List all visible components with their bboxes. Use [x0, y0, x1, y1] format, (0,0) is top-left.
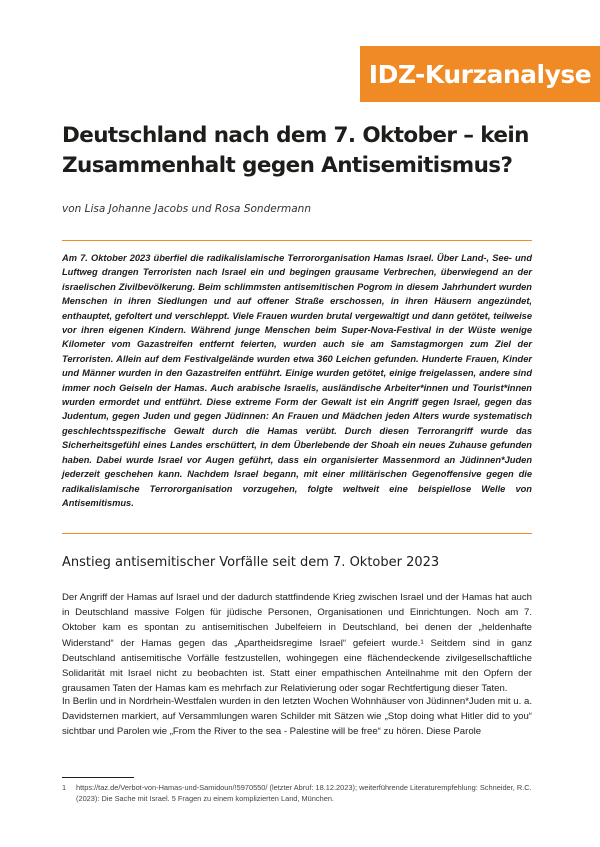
- body-paragraph: In Berlin und in Nordrhein-Westfalen wurden in den letzten Wochen Wohnhäuser von Jüdinnen*Juden mit u. a. Davidsternen markiert, auf Versammlungen waren Schilder mit Sätzen wie „Stop doing what Hitler did to you“ sichtbar und Parolen wie „From the River to the sea - Palestine will be free“ zu hören. Diese Parole: [62, 696, 532, 738]
- article-title: Deutschland nach dem 7. Oktober – kein Zusammenhalt gegen Antisemitismus?: [62, 123, 529, 178]
- section-heading: Anstieg antisemitischer Vorfälle seit dem 7. Oktober 2023: [62, 555, 440, 570]
- article-abstract: Am 7. Oktober 2023 überfiel die radikalislamische Terrororganisation Hamas Israel. Über Land-, See- und Luftweg drangen Terroristen nach Israel ein und begingen grausame Verbrechen, überwiegend an der israelischen Zivilbevölkerung. Beim schlimmsten antisemitischen Pogrom in diesem Jahrhundert wurden Menschen in ihren Siedlungen und auf offener Straße erschossen, in ihren Häusern angezündet, enthauptet, gefoltert und verschleppt. Viele Frauen wurden brutal vergewaltigt und dann getötet, teilweise vor ihren eigenen Kindern. Während junge Menschen beim Super-Nova-Festival in der Wüste wenige Kilometer vom Gazastreifen entfernt feierten, wurden auch sie am Samstagmorgen zum Ziel der Terroristen. Allein auf dem Festivalgelände wurden etwa 360 Leichen gefunden. Hunderte Frauen, Kinder und Männer wurden in den Gazastreifen entführt. Einige wurden getötet, einige freigelassen, andere sind immer noch Geiseln der Hamas. Auch arabische Israelis, ausländische Arbeiter*innen und Tourist*innen wurden ermordet und entführt. Diese extreme Form der Gewalt ist ein Angriff gegen Israel, gegen das Judentum, gegen Juden und gegen Jüdinnen: An Frauen und Mädchen jeden Alters wurde systematisch geschlechtsspezifische Gewalt durch die Hamas verübt. Durch diesen Terrorangriff wurde das Sicherheitsgefühl eines Landes erschüttert, in dem Überlebende der Shoah ein neues Zuhause gefunden haben. Dabei wurde Israel vor Augen geführt, dass ein organisierter Massenmord an Jüdinnen*Juden jederzeit geschehen kann. Nachdem Israel begann, mit einer militärischen Gegenoffensive gegen die radikalislamische Terrororganisation vorzugehen, folgte weltweit eine beispiellose Welle von Antisemitismus.: [62, 253, 532, 508]
- footnote-text: https://taz.de/Verbot-von-Hamas-und-Samidoun/!5970550/ (letzter Abruf: 18.12.2023); weiterführende Literaturempfehlung: Schneider, R.C. (2023): Die Sache mit Israel. 5 Fragen zu einem komplizierten Land, München.: [76, 783, 532, 803]
- abstract-top-divider: [62, 240, 532, 241]
- footnote-divider: [62, 777, 134, 778]
- report-type-badge: IDZ-Kurzanalyse: [360, 46, 600, 102]
- footnote-number: 1: [62, 783, 67, 792]
- footnote: [62, 782, 532, 804]
- body-paragraph: Der Angriff der Hamas auf Israel und der dadurch stattfindende Krieg zwischen Israel und der Hamas hat auch in Deutschland massive Folgen für jüdische Personen, Organisationen und Einrichtungen. Noch am 7. Oktober kam es spontan zu antisemitischen Jubelfeiern in Deutschland, bei denen der „heldenhafte Widerstand“ der Hamas gegen das „Apartheidsregime Israel“ gefeiert wurde.¹ Seitdem sind in ganz Deutschland antisemitische Vorfälle festzustellen, wohingegen eine flächendeckende zivilgesellschaftliche Solidarität mit Israel nicht zu beobachten ist. Statt einer empathischen Anteilnahme mit den Opfern der grausamen Taten der Hamas kam es mehrfach zur Relativierung oder sogar Rechtfertigung dieser Taten.: [62, 592, 532, 695]
- article-authors: von Lisa Johanne Jacobs und Rosa Sondermann: [62, 203, 311, 215]
- abstract-bottom-divider: [62, 533, 532, 534]
